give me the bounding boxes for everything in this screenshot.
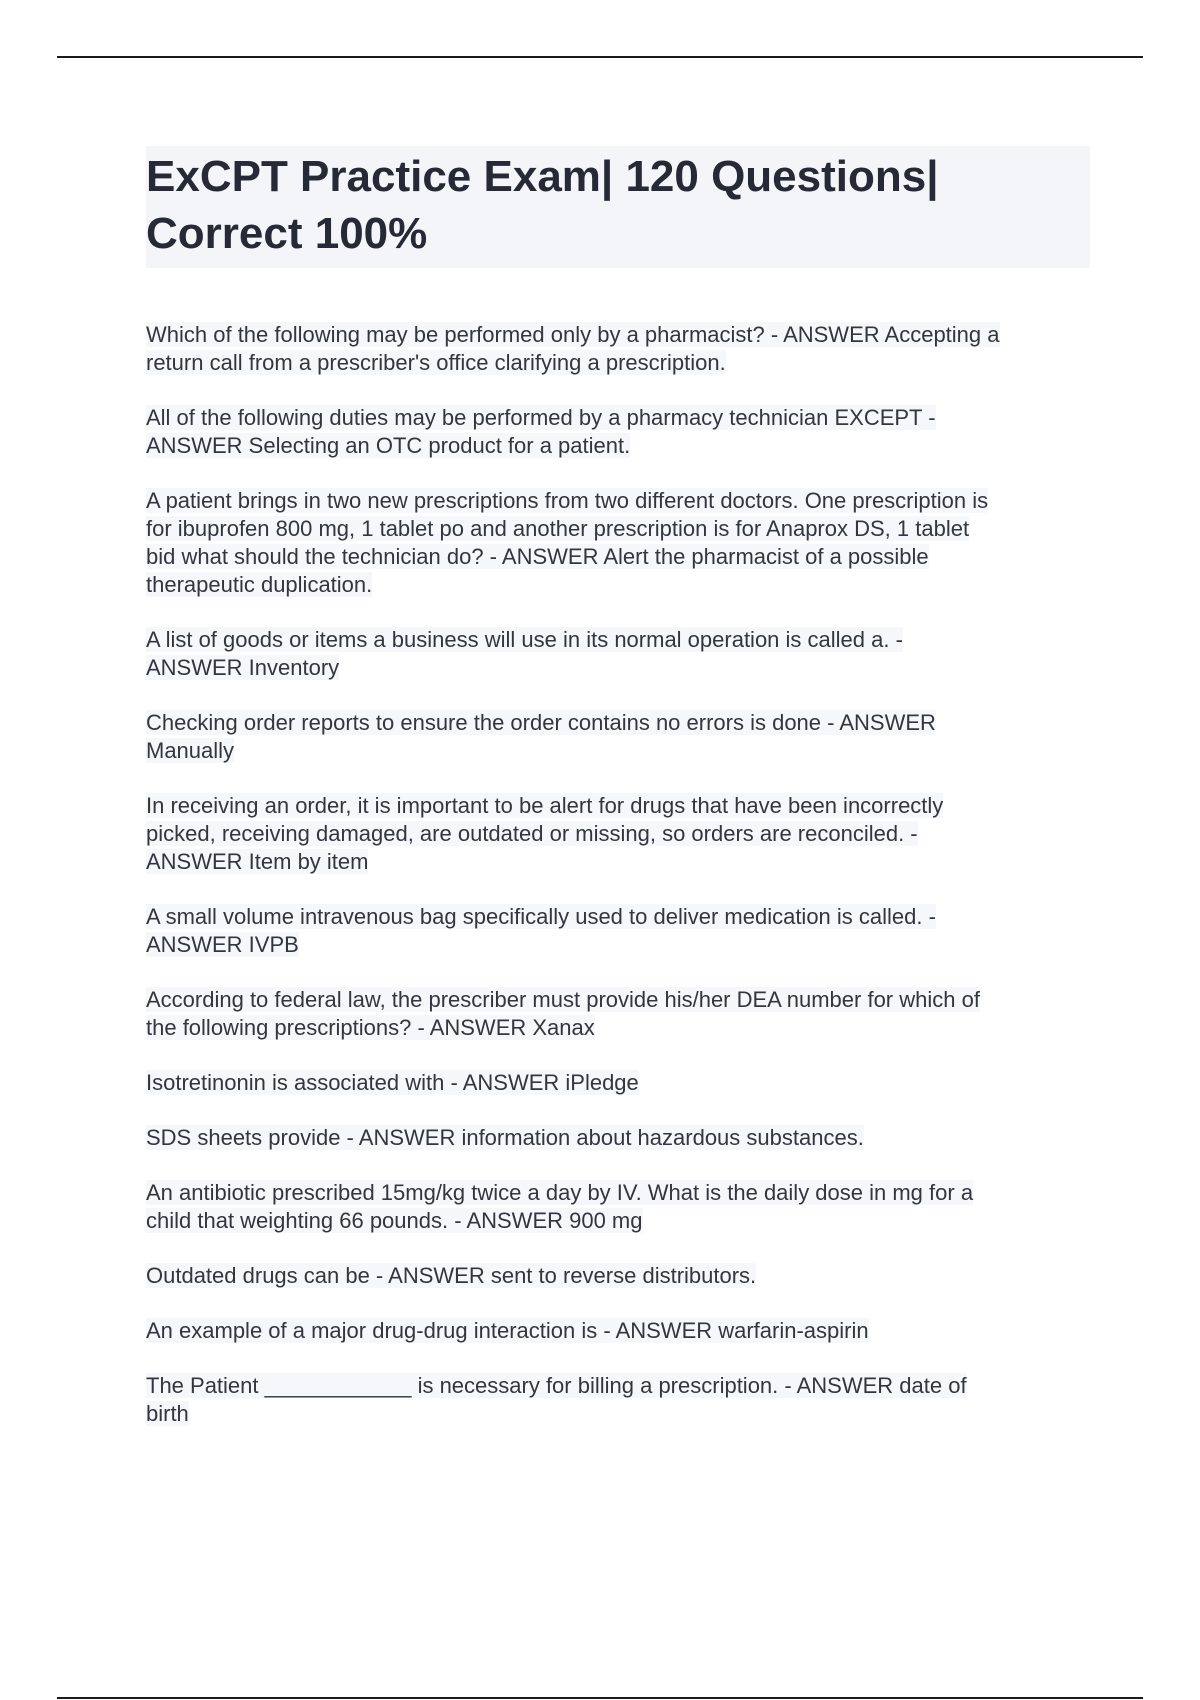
question-text: An antibiotic prescribed 15mg/kg twice a day by IV. What is the daily dose in mg for a <box>146 1180 974 1205</box>
bottom-divider <box>57 1697 1143 1699</box>
question-text: bid what should the technician do? - ANSWER Alert the pharmacist of a possible <box>146 544 929 569</box>
question-item <box>146 487 1090 599</box>
question-item <box>146 986 1090 1042</box>
question-text: birth <box>146 1401 189 1426</box>
question-text: Outdated drugs can be - ANSWER sent to reverse distributors. <box>146 1263 757 1288</box>
question-text: All of the following duties may be performed by a pharmacy technician EXCEPT - <box>146 405 936 430</box>
question-item <box>146 792 1090 876</box>
question-item <box>146 1069 1090 1097</box>
question-text: picked, receiving damaged, are outdated or missing, so orders are reconciled. - <box>146 821 918 846</box>
document-body <box>146 146 1090 1455</box>
question-text: ANSWER Item by item <box>146 849 369 874</box>
question-text: According to federal law, the prescriber must provide his/her DEA number for which of <box>146 987 980 1012</box>
question-list <box>146 321 1090 1428</box>
question-item <box>146 1317 1090 1345</box>
question-text: An example of a major drug-drug interaction is - ANSWER warfarin-aspirin <box>146 1318 869 1343</box>
question-item <box>146 709 1090 765</box>
question-text: therapeutic duplication. <box>146 572 373 597</box>
question-text: Checking order reports to ensure the order contains no errors is done - ANSWER <box>146 710 936 735</box>
question-text: A list of goods or items a business will use in its normal operation is called a. - <box>146 627 903 652</box>
question-text: return call from a prescriber's office clarifying a prescription. <box>146 350 726 375</box>
question-text: Manually <box>146 738 235 763</box>
question-text: The Patient ____________ is necessary for billing a prescription. - ANSWER date of <box>146 1373 967 1398</box>
title-line-1: ExCPT Practice Exam| 120 Questions| <box>146 152 939 201</box>
question-item <box>146 321 1090 377</box>
question-text: ANSWER IVPB <box>146 932 299 957</box>
question-text: A small volume intravenous bag specifically used to deliver medication is called. - <box>146 904 936 929</box>
question-item <box>146 404 1090 460</box>
question-item <box>146 1372 1090 1428</box>
question-text: for ibuprofen 800 mg, 1 tablet po and another prescription is for Anaprox DS, 1 tablet <box>146 516 970 541</box>
question-text: Isotretinonin is associated with - ANSWER iPledge <box>146 1070 639 1095</box>
question-item <box>146 1124 1090 1152</box>
question-item <box>146 626 1090 682</box>
question-text: In receiving an order, it is important to be alert for drugs that have been incorrectly <box>146 793 944 818</box>
question-text: the following prescriptions? - ANSWER Xanax <box>146 1015 595 1040</box>
title-block <box>146 146 1090 268</box>
question-item <box>146 1179 1090 1235</box>
question-item <box>146 903 1090 959</box>
question-text: A patient brings in two new prescriptions from two different doctors. One prescription is <box>146 488 989 513</box>
top-divider <box>57 56 1143 58</box>
question-text: ANSWER Inventory <box>146 655 340 680</box>
question-text: child that weighting 66 pounds. - ANSWER 900 mg <box>146 1208 643 1233</box>
question-text: Which of the following may be performed only by a pharmacist? - ANSWER Accepting a <box>146 322 1000 347</box>
title-line-2: Correct 100% <box>146 209 428 258</box>
question-text: ANSWER Selecting an OTC product for a patient. <box>146 433 631 458</box>
document-title <box>146 148 1090 262</box>
question-item <box>146 1262 1090 1290</box>
question-text: SDS sheets provide - ANSWER information about hazardous substances. <box>146 1125 864 1150</box>
